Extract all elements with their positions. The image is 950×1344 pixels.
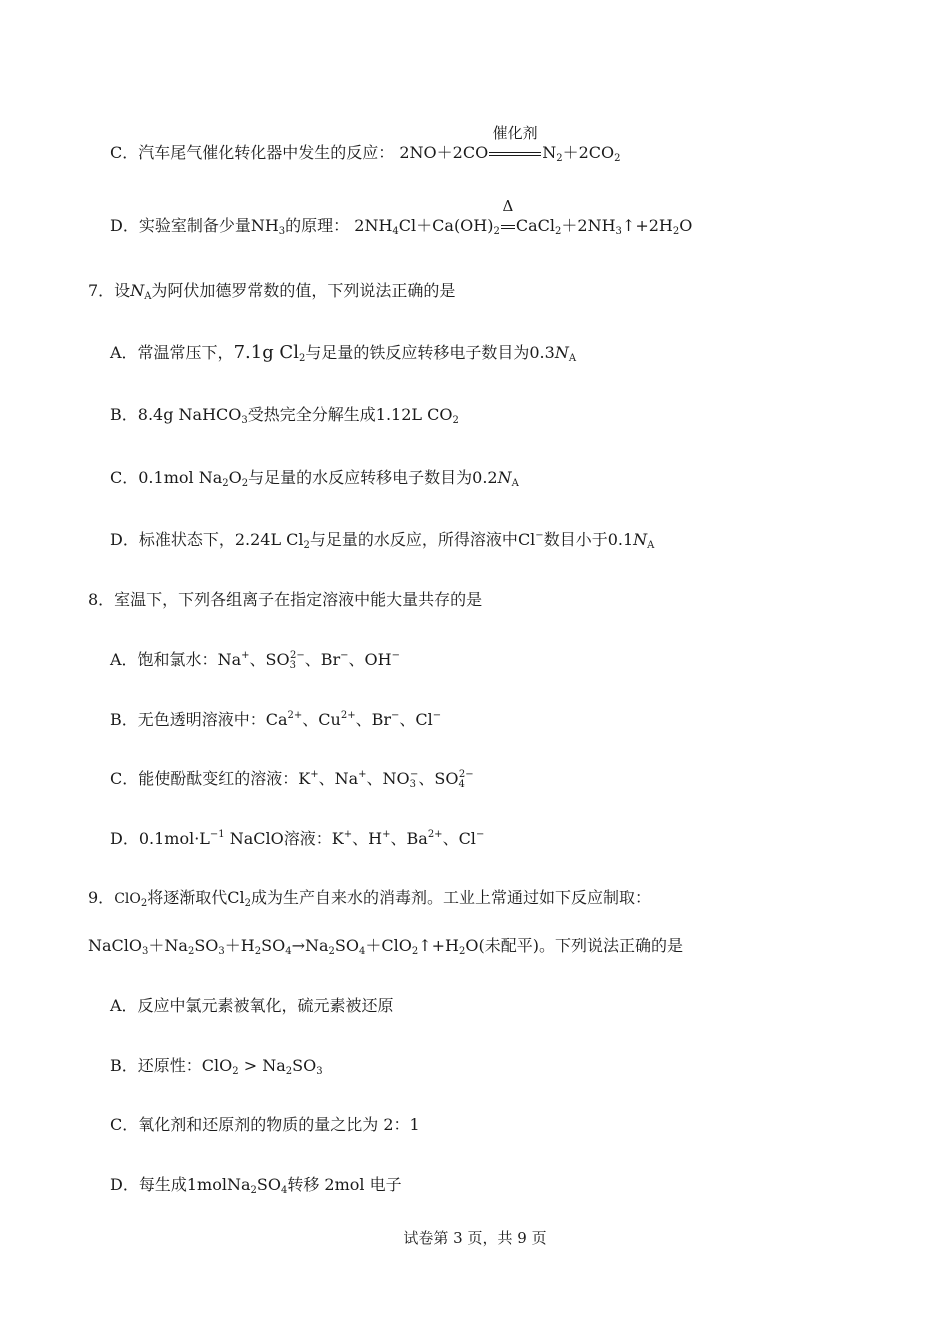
q7-number: 7．设	[88, 281, 131, 300]
catalyst-label: 催化剂	[492, 124, 538, 142]
q7-stem-text: 为阿伏加德罗常数的值，下列说法正确的是	[151, 281, 456, 300]
q7-stem: 7．设$N_A$为阿伏加德罗常数的值，下列说法正确的是	[88, 281, 456, 302]
q8-option-d: D．$0.1mol\cdot L^{-1}$ NaClO溶液：K+、H+、$Ba^{2+}$、Cl−	[110, 829, 485, 848]
q9-stem: 9．ClO$_2$将逐渐取代$Cl_2$成为生产自来水的消毒剂。工业上常通过如下反应制取：	[88, 888, 651, 909]
q7-option-d-label: D．标准状态下，	[110, 530, 235, 549]
q7-option-c-label: C．	[110, 468, 139, 487]
q8-option-c: C．能使酚酞变红的溶液：K+、Na+、$NO_3^-$、$SO_4^{2-}$	[110, 769, 474, 790]
q9-option-c: C．氧化剂和还原剂的物质的量之比为 2：1	[110, 1115, 420, 1134]
q9-number: 9．	[88, 888, 115, 907]
q7-option-c-mid: 与足量的水反应转移电子数目为	[248, 468, 473, 487]
q6-option-c-label: C．汽车尾气催化转化器中发生的反应：	[110, 143, 395, 162]
q9-option-d-label: D．每生成	[110, 1175, 187, 1194]
q9-equation: $NaClO_3+Na_2SO_3+H_2SO_4\to Na_2SO_4+ClO_2↑+H_2O$(未配平)。下列说法正确的是	[88, 936, 683, 957]
q9-option-d-mid: 转移 2mol 电子	[287, 1175, 402, 1194]
q6-option-d-label2: 的原理：	[285, 216, 350, 235]
q9-option-a: A．反应中氯元素被氧化，硫元素被还原	[110, 996, 394, 1015]
q7-option-b: B．8.4g NaHCO$_3$受热完全分解生成1.12L $CO_2$	[110, 405, 459, 426]
q8-option-c-label: C．能使酚酞变红的溶液：	[110, 769, 299, 788]
q9-stem-text: 成为生产自来水的消毒剂。工业上常通过如下反应制取：	[250, 888, 651, 907]
q6-option-d-equation: $2NH_4Cl+Ca(OH)_2$ Δ $CaCl_2+2NH_3↑+2H_2O$	[354, 197, 693, 237]
q9-option-b-label: B．还原性：	[110, 1056, 202, 1075]
q8-option-b-label: B．无色透明溶液中：	[110, 710, 266, 729]
heat-symbol: Δ	[502, 197, 514, 215]
q8-option-d-label: D．	[110, 829, 139, 848]
q7-option-b-label: B．	[110, 405, 138, 424]
page-footer: 试卷第 3 页，共 9 页	[403, 1229, 547, 1247]
q7-option-a-label: A．常温常压下，	[110, 343, 234, 362]
q6-option-c-equation: 2NO＋2CO 催化剂 $N_2+2CO_2$	[399, 124, 621, 164]
q7-option-c: C．0.1mol $Na_2O_2$与足量的水反应转移电子数目为$0.2N_A$	[110, 468, 519, 489]
q7-option-d-mid: 与足量的水反应，所得溶液中	[309, 530, 518, 549]
q8-stem: 8．室温下，下列各组离子在指定溶液中能大量共存的是	[88, 590, 483, 609]
q7-option-a: A．常温常压下，7.1g $Cl_2$与足量的铁反应转移电子数目为$0.3N_A$	[110, 342, 577, 364]
q9-equation-tail: (未配平)。下列说法正确的是	[478, 936, 683, 955]
q8-option-b: B．无色透明溶液中：$Ca^{2+}$、$Cu^{2+}$、Br−、Cl−	[110, 710, 442, 729]
q6-option-c	[110, 124, 621, 164]
q9-option-b: B．还原性：$ClO_2 > Na_2SO_3$	[110, 1056, 323, 1077]
q7-option-b-mid: 受热完全分解生成	[247, 405, 376, 424]
q6-option-d-label: D．实验室制备少量	[110, 216, 251, 235]
q7-option-d-mid2: 数目小于	[543, 530, 608, 549]
q7-option-a-mid: 与足量的铁反应转移电子数目为	[305, 343, 530, 362]
q8-option-a: A．饱和氯水：Na+、$SO_3^{2-}$、Br−、OH−	[110, 650, 400, 671]
q6-option-d: D．实验室制备少量$NH_3$的原理： $2NH_4Cl+Ca(OH)_2$ Δ $CaCl_2+2NH_3↑+2H_2O$	[110, 197, 693, 237]
q7-option-d: D．标准状态下，2.24L $Cl_2$与足量的水反应，所得溶液中Cl−数目小于$0.1N_A$	[110, 530, 655, 551]
q8-option-a-label: A．饱和氯水：	[110, 650, 218, 669]
q9-option-d: D．每生成$1molNa_2SO_4$转移 2mol 电子	[110, 1175, 402, 1196]
q9-stem-mid: 将逐渐取代	[147, 888, 228, 907]
q8-option-d-mid: 溶液：	[283, 829, 332, 848]
